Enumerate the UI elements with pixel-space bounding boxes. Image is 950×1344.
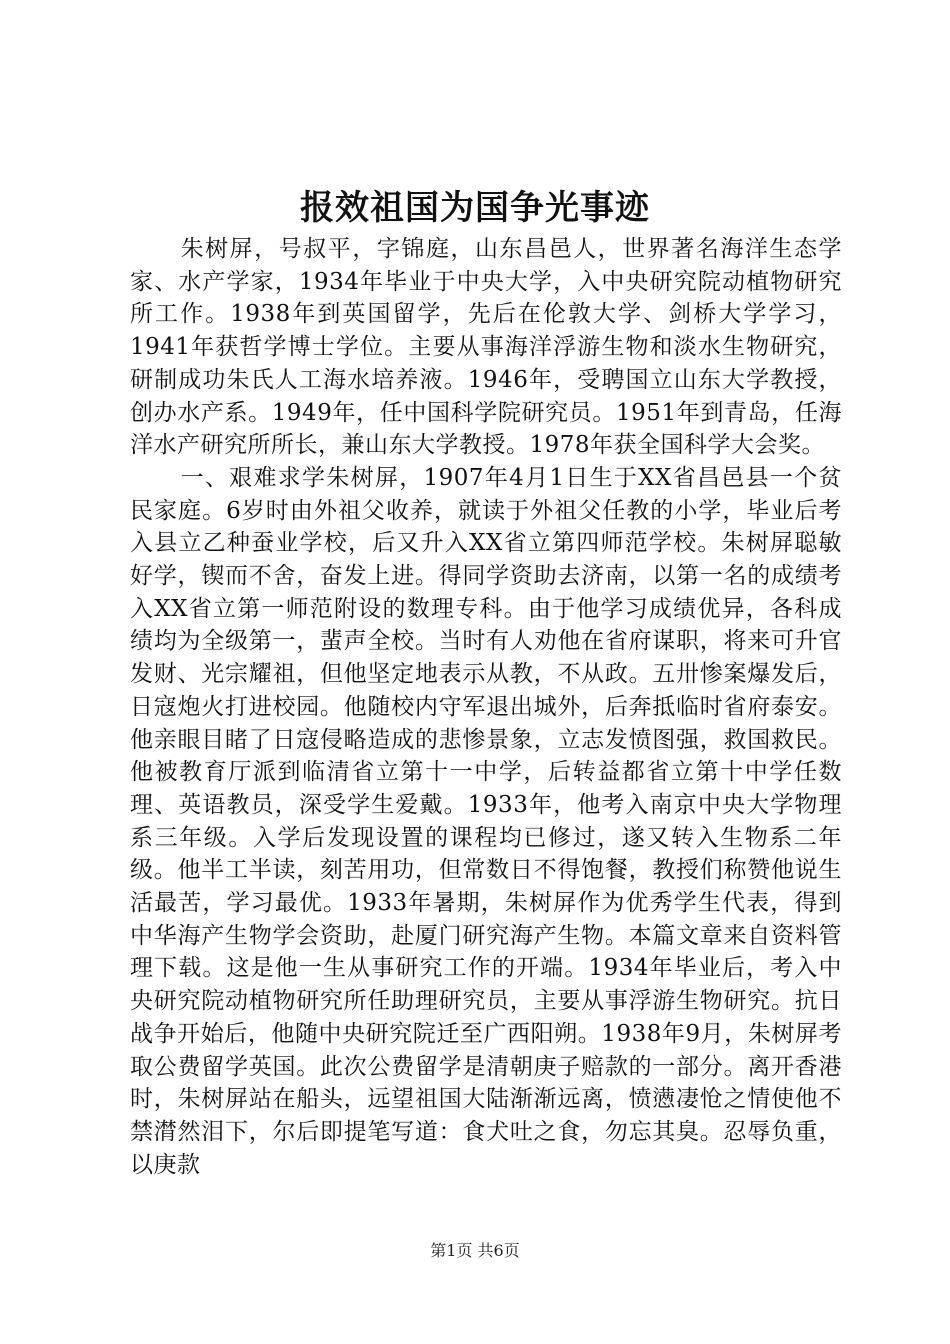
paragraph-hard-study: 一、艰难求学朱树屏，1907年4月1日生于XX省昌邑县一个贫民家庭。6岁时由外祖父收养，就读于外祖父任教的小学，毕业后考入县立乙种蚕业学校，后又升入XX省立第四师范学校。朱树屏聪敏好学，锲而不舍，奋发上进。得同学资助去济南，以第一名的成绩考入XX省立第一师范附设的数理专科。由于他学习成绩优异，各科成绩均为全级第一，蜚声全校。当时有人劝他在省府谋职，将来可升官发财、光宗耀祖，但他坚定地表示从教，不从政。五卅惨案爆发后，日寇炮火打进校园。他随校内守军退出城外，后奔抵临时省府泰安。他亲眼目睹了日寇侵略造成的悲惨景象，立志发愤图强，救国救民。他被教育厅派到临清省立第十一中学，后转益都省立第十中学任数理、英语教员，深受学生爱戴。1933年，他考入南京中央大学物理系三年级。入学后发现设置的课程均已修过，遂又转入生物系二年级。他半工半读，刻苦用功，但常数日不得饱餐，教授们称赞他说生活最苦，学习最优。1933年暑期，朱树屏作为优秀学生代表，得到中华海产生物学会资助，赴厦门研究海产生物。本篇文章来自资料管理下载。这是他一生从事研究工作的开端。1934年毕业后，考入中央研究院动植物研究所任助理研究员，主要从事浮游生物研究。抗日战争开始后，他随中央研究院迁至广西阳朔。1938年9月，朱树屏考取公费留学英国。此次公费留学是清朝庚子赔款的一部分。离开香港时，朱树屏站在船头，远望祖国大陆渐渐远离，愤懑凄怆之情使他不禁潸然泪下，尔后即提笔写道：食犬吐之食，勿忘其臭。忍辱负重，以庚款	[130, 464, 842, 1178]
document-title: 报效祖国为国争光事迹	[300, 188, 650, 228]
page-footer: 第1页 共6页	[430, 1241, 520, 1260]
paragraph-intro: 朱树屏，号叔平，字锦庭，山东昌邑人，世界著名海洋生态学家、水产学家，1934年毕业于中央大学，入中央研究院动植物研究所工作。1938年到英国留学，先后在伦敦大学、剑桥大学学习，1941年获哲学博士学位。主要从事海洋浮游生物和淡水生物研究，研制成功朱氏人工海水培养液。1946年，受聘国立山东大学教授，创办水产系。1949年，任中国科学院研究员。1951年到青岛，任海洋水产研究所所长，兼山东大学教授。1978年获全国科学大会奖。	[130, 236, 842, 459]
document-body	[130, 233, 842, 1181]
